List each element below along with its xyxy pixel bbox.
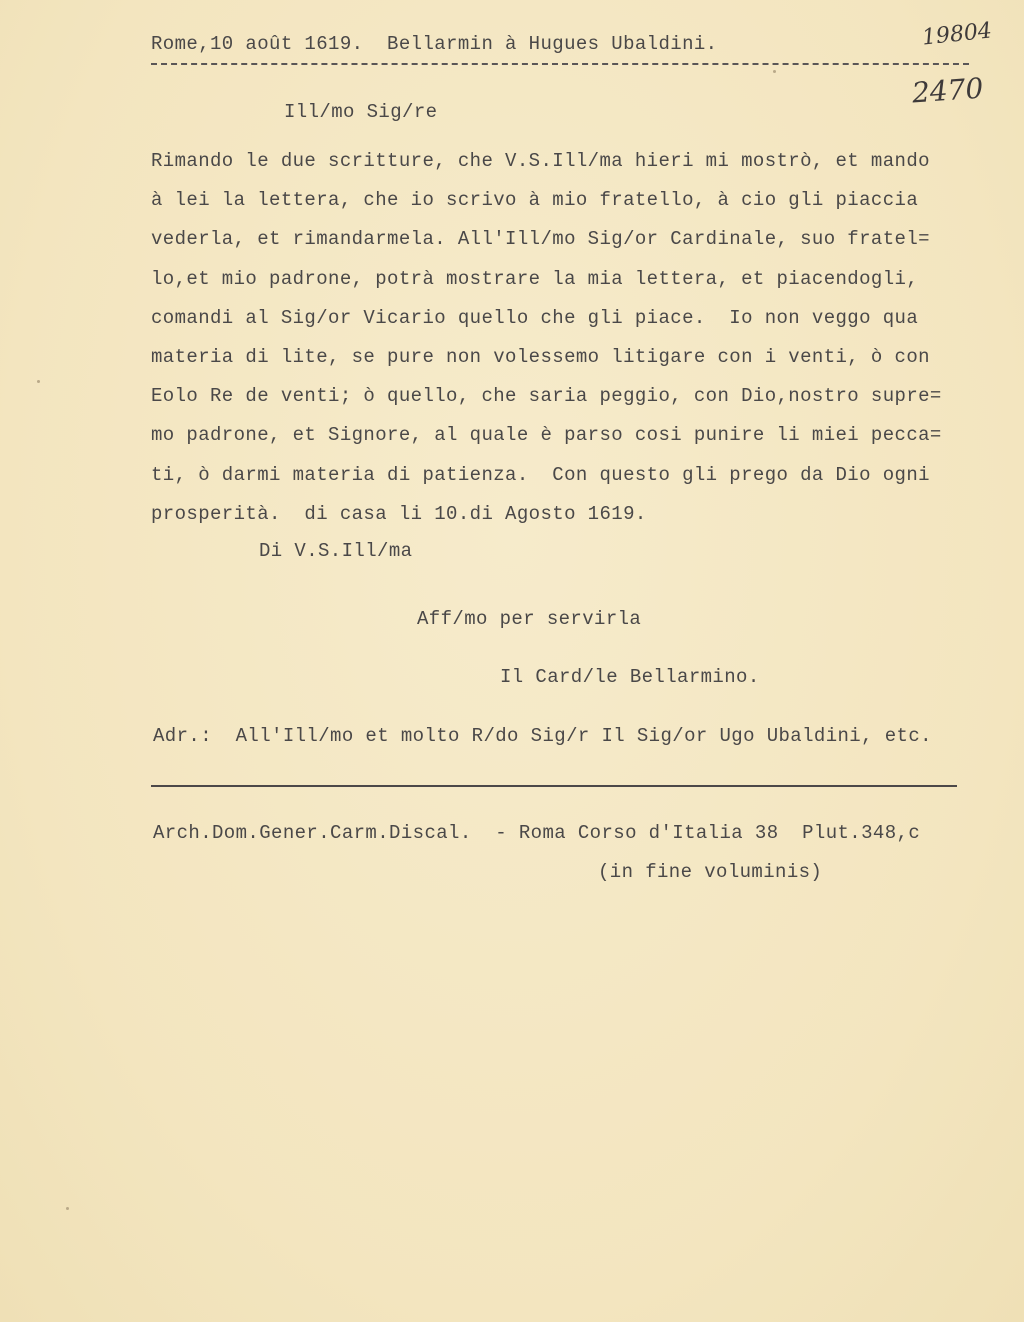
header-dashed-rule xyxy=(151,63,969,65)
letter-line: vederla, et rimandarmela. All'Ill/mo Sig/or Cardinale, suo fratel= xyxy=(151,228,930,251)
footer-solid-rule xyxy=(151,785,957,787)
letter-line: prosperità. di casa li 10.di Agosto 1619. xyxy=(151,502,647,525)
letter-line: comandi al Sig/or Vicario quello che gli piace. Io non veggo qua xyxy=(151,306,919,329)
document-header-title: Rome,10 août 1619. Bellarmin à Hugues Ubaldini. xyxy=(151,33,718,55)
letter-body xyxy=(151,149,971,541)
handwritten-annotation-top: 19804 xyxy=(920,18,994,51)
archive-reference: Arch.Dom.Gener.Carm.Discal. - Roma Corso d'Italia 38 Plut.348,c xyxy=(153,822,921,844)
letter-line: lo,et mio padrone, potrà mostrare la mia lettera, et piacendogli, xyxy=(151,267,919,290)
letter-salutation: Ill/mo Sig/re xyxy=(284,101,438,123)
paper-speck xyxy=(773,70,776,73)
letter-line: à lei la lettera, che io scrivo à mio fratello, à cio gli piaccia xyxy=(151,189,919,212)
paper-speck xyxy=(66,1207,69,1210)
letter-line: ti, ò darmi materia di patienza. Con questo gli prego da Dio ogni xyxy=(151,463,930,486)
paper-speck xyxy=(37,380,40,383)
signature-line-1: Aff/mo per servirla xyxy=(417,608,642,630)
letter-line: mo padrone, et Signore, al quale è parso cosi punire li miei pecca= xyxy=(151,424,942,447)
letter-line: Eolo Re de venti; ò quello, che saria peggio, con Dio,nostro supre= xyxy=(151,385,942,408)
letter-line: materia di lite, se pure non volessemo litigare con i venti, ò con xyxy=(151,345,930,368)
letter-line: Rimando le due scritture, che V.S.Ill/ma hieri mi mostrò, et mando xyxy=(151,150,930,172)
signature-line-2: Il Card/le Bellarmino. xyxy=(500,666,760,688)
archive-note: (in fine voluminis) xyxy=(598,861,823,883)
letter-closing: Di V.S.Ill/ma xyxy=(259,540,413,562)
letter-address: Adr.: All'Ill/mo et molto R/do Sig/r Il Sig/or Ugo Ubaldini, etc. xyxy=(153,725,932,747)
handwritten-annotation-number: 2470 xyxy=(910,71,985,110)
